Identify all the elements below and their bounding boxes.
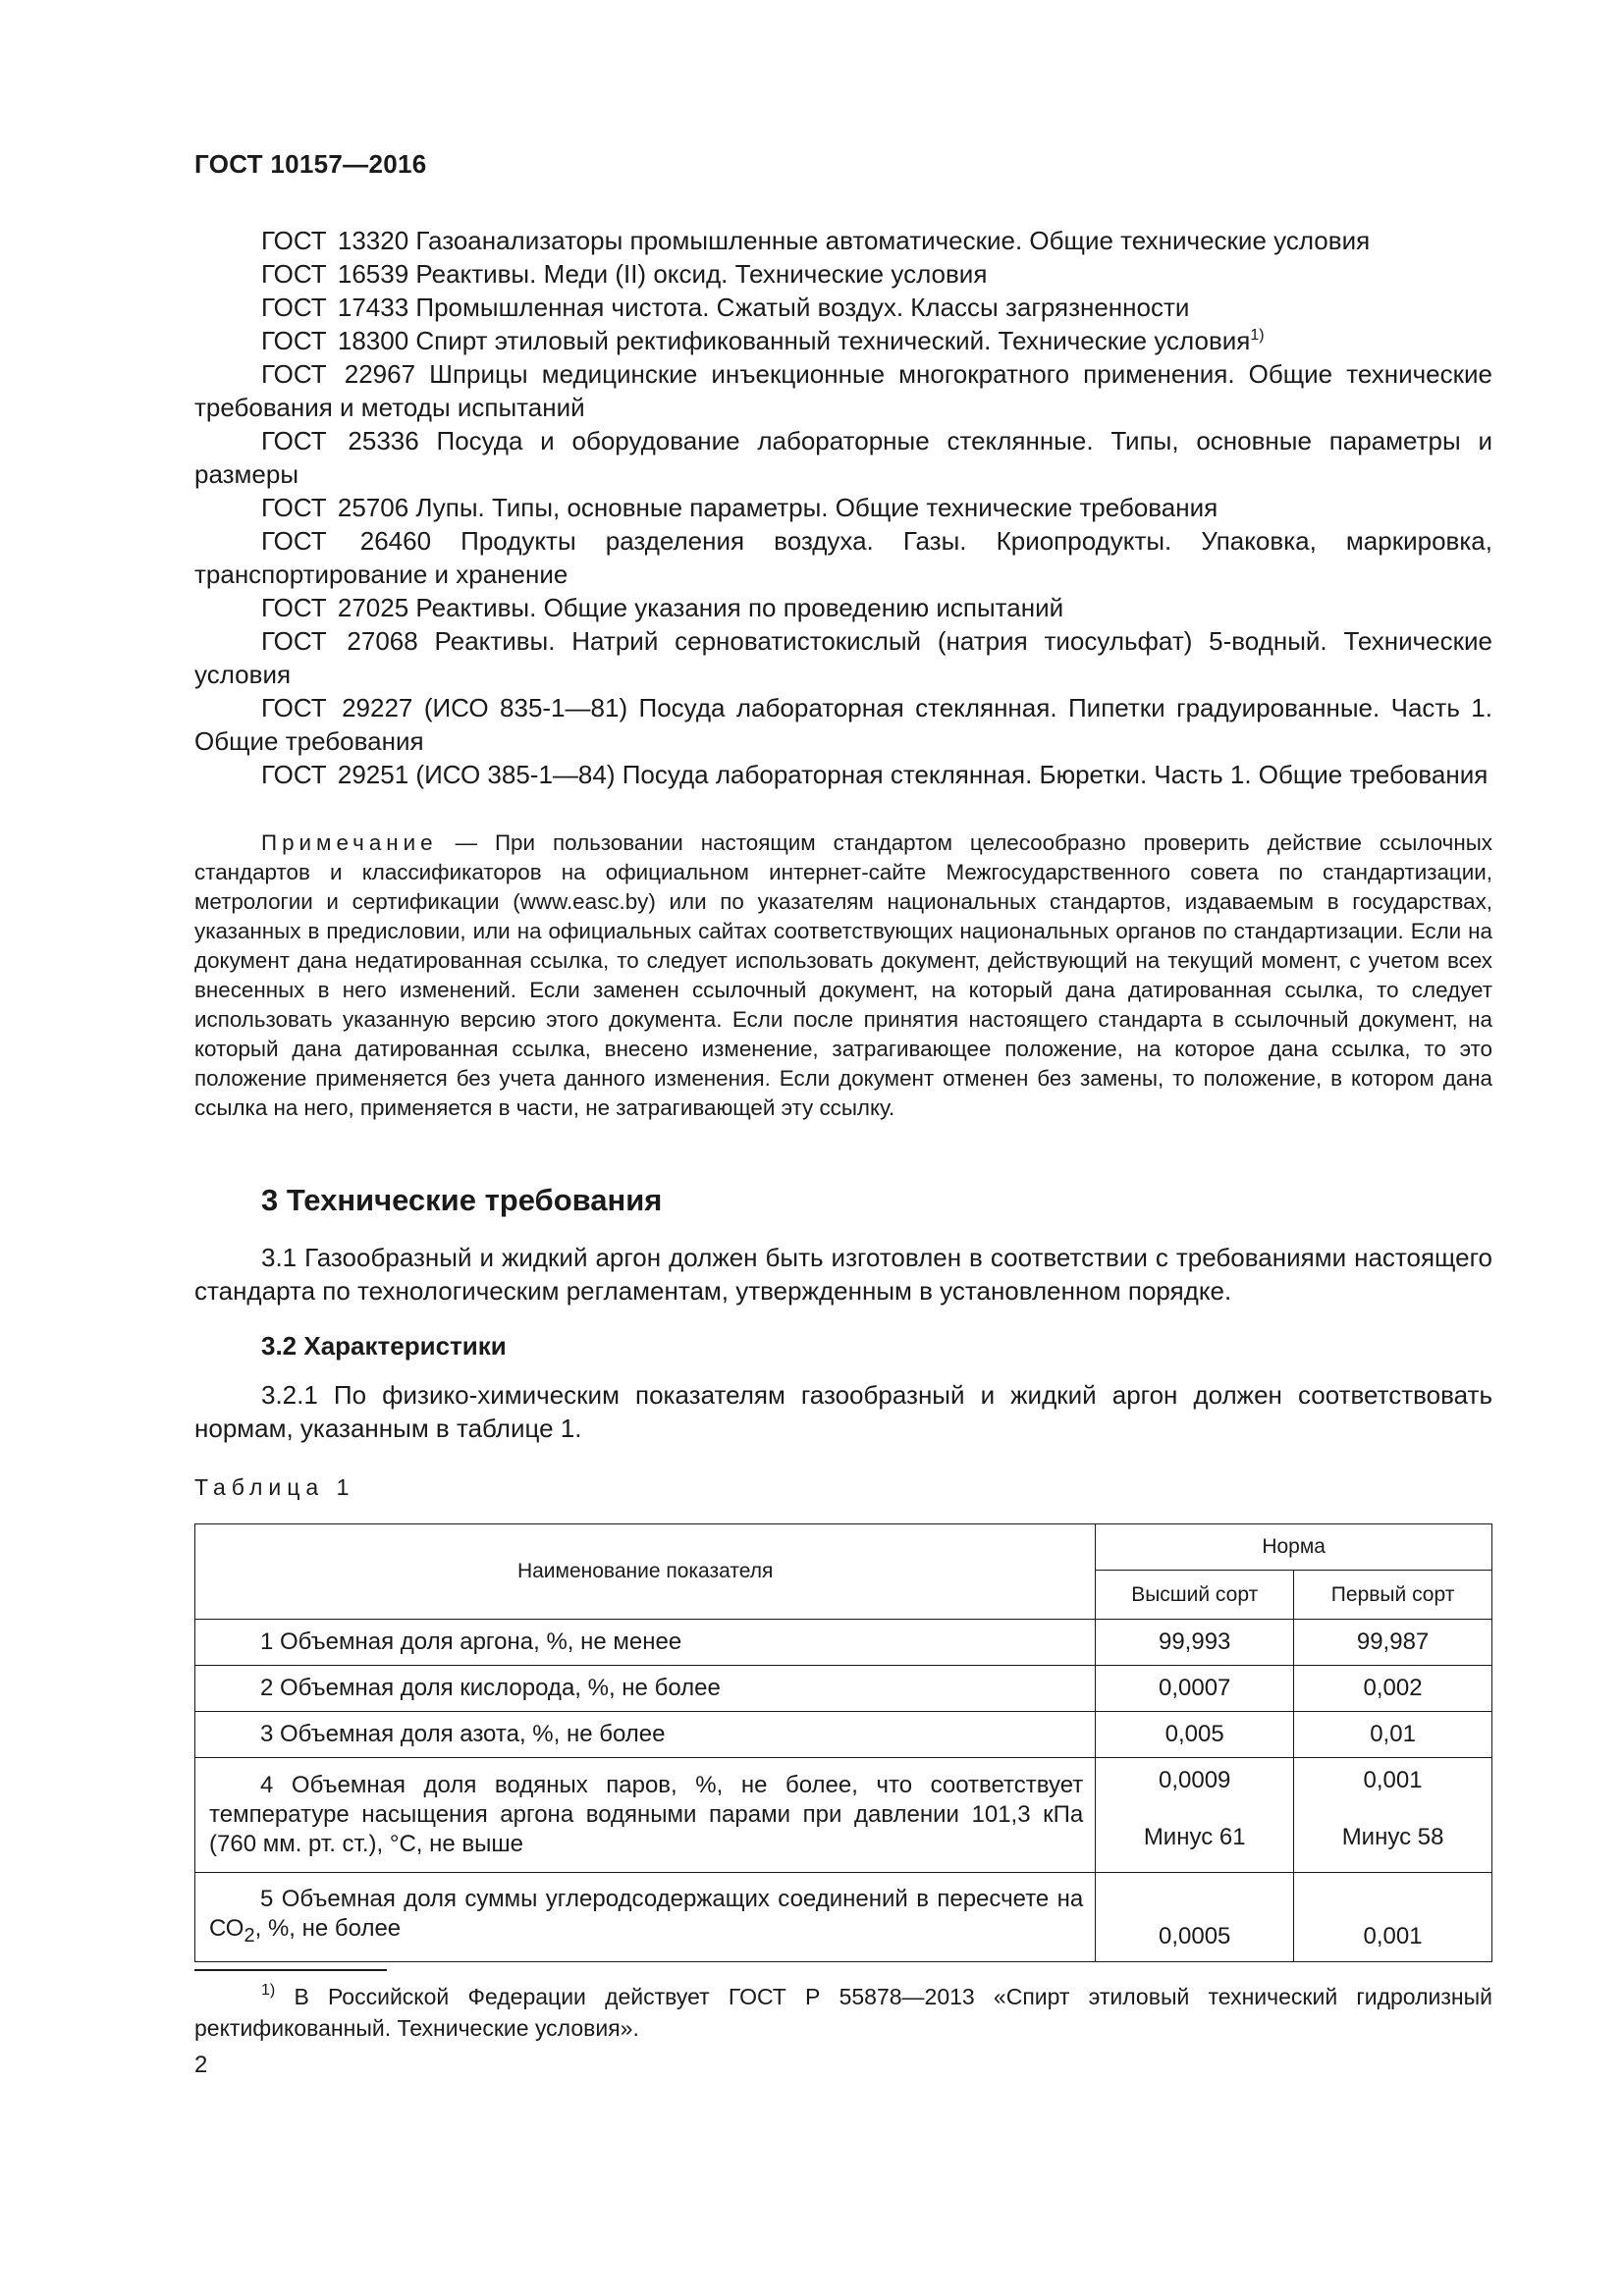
reference-item: ГОСТ 26460 Продукты разделения воздуха. Газы. Криопродукты. Упаковка, маркировка, транспортирование и хранение bbox=[194, 526, 1492, 589]
paragraph-3-1: 3.1 Газообразный и жидкий аргон должен быть изготовлен в соответствии с требованиями настоящего стандарта по технологическим регламентам, утвержденным в установленном порядке. bbox=[194, 1243, 1492, 1306]
reference-item: ГОСТ 16539 Реактивы. Меди (II) оксид. Технические условия bbox=[261, 259, 988, 289]
table-row bbox=[195, 1758, 1492, 1873]
row-name: 1 Объемная доля аргона, %, не менее bbox=[195, 1620, 1096, 1666]
reference-item: ГОСТ 25336 Посуда и оборудование лабораторные стеклянные. Типы, основные параметры и размеры bbox=[194, 426, 1492, 489]
footnote-marker: 1) bbox=[261, 1982, 276, 1999]
document-header: ГОСТ 10157—2016 bbox=[194, 149, 427, 179]
value-first: 0,001 bbox=[1294, 1873, 1492, 1962]
row-name: 2 Объемная доля кислорода, %, не более bbox=[195, 1666, 1096, 1712]
reference-item: ГОСТ 25706 Лупы. Типы, основные параметры. Общие технические требования bbox=[261, 493, 1218, 522]
table-row bbox=[195, 1620, 1492, 1666]
column-header-first: Первый сорт bbox=[1294, 1571, 1492, 1620]
reference-item: ГОСТ 27068 Реактивы. Натрий серноватистокислый (натрия тиосульфат) 5-водный. Технические условия bbox=[194, 626, 1493, 689]
footnote-marker: 1) bbox=[1250, 327, 1265, 344]
reference-item: ГОСТ 29251 (ИСО 385-1—84) Посуда лабораторная стеклянная. Бюретки. Часть 1. Общие требования bbox=[261, 760, 1489, 789]
table-row bbox=[195, 1712, 1492, 1758]
value-first bbox=[1294, 1758, 1492, 1873]
value-high: 0,005 bbox=[1096, 1712, 1294, 1758]
column-header-high: Высший сорт bbox=[1096, 1571, 1294, 1620]
note-paragraph bbox=[194, 828, 1492, 1123]
reference-item: ГОСТ 22967 Шприцы медицинские инъекционные многократного применения. Общие технические требования и методы испытаний bbox=[194, 359, 1492, 422]
page-number: 2 bbox=[194, 2052, 208, 2078]
subsection-heading: 3.2 Характеристики bbox=[261, 1331, 507, 1361]
table-caption: Таблица 1 bbox=[194, 1474, 355, 1500]
row-name: 4 Объемная доля водяных паров, %, не более, что соответствует температуре насыщения аргона водяными парами при давлении 101,3 кПа (760 мм. рт. ст.), °С, не выше bbox=[195, 1758, 1096, 1873]
reference-item: ГОСТ 13320 Газоанализаторы промышленные автоматические. Общие технические условия bbox=[261, 226, 1371, 255]
value-high bbox=[1096, 1758, 1294, 1873]
value-high-dewpoint: Минус 61 bbox=[1143, 1824, 1246, 1850]
value-first: 0,01 bbox=[1294, 1712, 1492, 1758]
reference-item: ГОСТ 18300 Спирт этиловый ректификованный технический. Технические условия$^{1)}$ bbox=[261, 326, 1265, 355]
column-header-name: Наименование показателя bbox=[195, 1524, 1096, 1620]
specification-table bbox=[194, 1523, 1492, 1962]
reference-item: ГОСТ 17433 Промышленная чистота. Сжатый воздух. Классы загрязненности bbox=[261, 293, 1190, 322]
value-high-fraction: 0,0009 bbox=[1158, 1767, 1231, 1793]
value-high: 0,0007 bbox=[1096, 1666, 1294, 1712]
table-row bbox=[195, 1873, 1492, 1962]
value-first-fraction: 0,001 bbox=[1363, 1767, 1423, 1793]
reference-item: ГОСТ 29227 (ИСО 835-1—81) Посуда лабораторная стеклянная. Пипетки градуированные. Часть 1. Общие требования bbox=[194, 693, 1492, 756]
row-name: 5 Объемная доля суммы углеродсодержащих соединений в пересчете на $СО_2$, %, не более bbox=[195, 1873, 1096, 1962]
footnote bbox=[194, 1981, 1492, 2044]
value-first: 99,987 bbox=[1294, 1620, 1492, 1666]
value-first-dewpoint: Минус 58 bbox=[1341, 1824, 1444, 1850]
footnote-text: В Российской Федерации действует ГОСТ Р 55878—2013 «Спирт этиловый технический гидролизный ректификованный. Технические условия». bbox=[194, 1984, 1492, 2041]
value-first: 0,002 bbox=[1294, 1666, 1492, 1712]
note-label: Примечание bbox=[261, 830, 438, 855]
reference-item: ГОСТ 27025 Реактивы. Общие указания по проведению испытаний bbox=[261, 593, 1064, 622]
paragraph-3-2-1: 3.2.1 По физико-химическим показателям газообразный и жидкий аргон должен соответствовать нормам, указанным в таблице 1. bbox=[194, 1380, 1492, 1443]
note-text: — При пользовании настоящим стандартом целесообразно проверить действие ссылочных стандартов и классификаторов на официальном интернет-сайте Межгосударственного совета по стандартизации, метрологии и сертификации (www.easc.by) или по указателям национальных стандартов, издаваемым в государствах, указанных в предисловии, или на официальных сайтах соответствующих национальных органов по стандартизации. Если на документ дана недатированная ссылка, то следует использовать документ, действующий на текущий момент, с учетом всех внесенных в него изменений. Если заменен ссылочный документ, на который дана датированная ссылка, то следует использовать указанную версию этого документа. Если после принятия настоящего стандарта в ссылочный документ, на который дана датированная ссылка, внесено изменение, затрагивающее положение, на которое дана ссылка, то это положение применяется без учета данного изменения. Если документ отменен без замены, то положение, в котором дана ссылка на него, применяется в части, не затрагивающей эту ссылку. bbox=[194, 830, 1492, 1120]
row-name: 3 Объемная доля азота, %, не более bbox=[195, 1712, 1096, 1758]
normative-references-list bbox=[194, 224, 1492, 791]
footnote-divider bbox=[194, 1969, 387, 1971]
section-heading: 3 Технические требования bbox=[261, 1183, 663, 1217]
value-high: 0,0005 bbox=[1096, 1873, 1294, 1962]
value-high: 99,993 bbox=[1096, 1620, 1294, 1666]
column-header-group: Норма bbox=[1096, 1524, 1492, 1571]
table-row bbox=[195, 1666, 1492, 1712]
